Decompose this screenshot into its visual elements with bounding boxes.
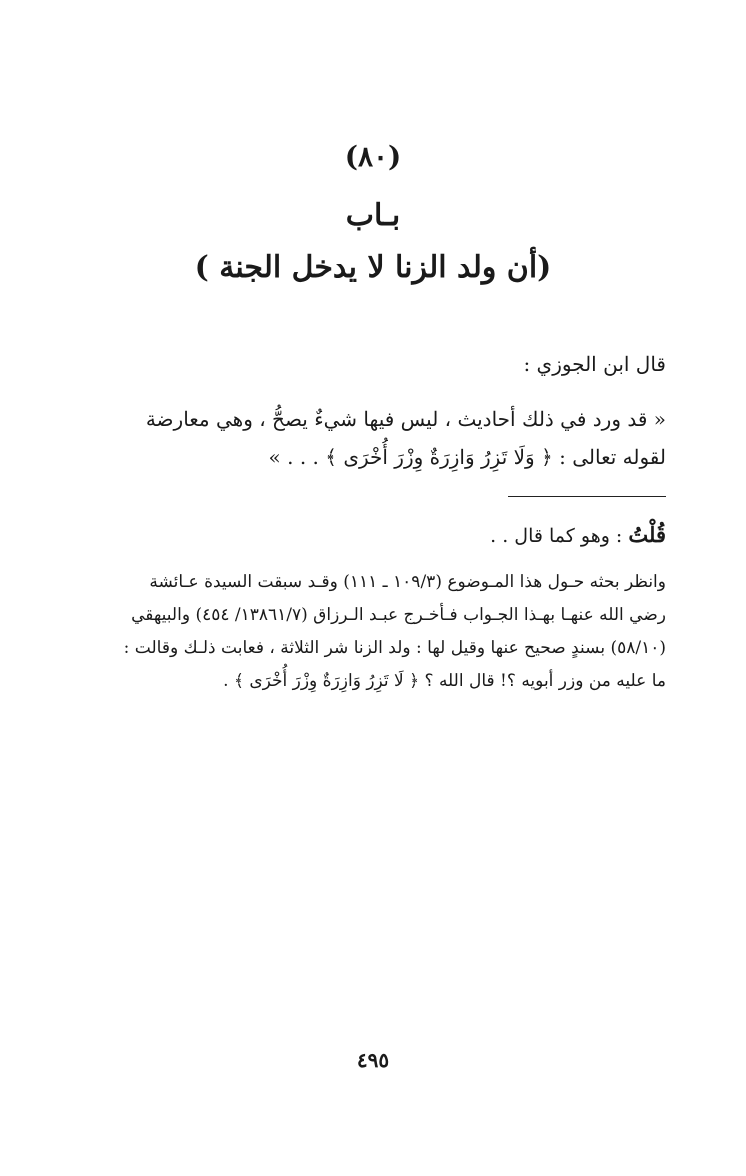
notes-line: وانظر بحثه حـول هذا المـوضوع (١٠٩/٣ ـ ١١١) وقـد سبقت السيدة عـائشة	[149, 572, 666, 592]
commentary-text: : وهو كما قال . .	[490, 525, 623, 547]
notes-paragraph	[76, 566, 666, 698]
chapter-number: (٨٠)	[344, 140, 402, 173]
chapter-title: (أن ولد الزنا لا يدخل الجنة )	[194, 250, 552, 285]
bab-heading: بـاب	[345, 198, 401, 233]
notes-line: (٥٨/١٠) بسندٍ صحيح عنها وقيل لها : ولد الزنا شر الثلاثة ، فعابت ذلـك وقالت :	[123, 638, 666, 658]
quote-body	[76, 400, 666, 476]
qultu-word: قُلْتُ	[628, 522, 666, 547]
notes-line: رضي الله عنهـا بهـذا الجـواب فـأخـرج عبـد الـرزاق (١٣٨٦١/٧/ ٤٥٤) والبيهقي	[131, 605, 666, 625]
quote-intro: قال ابن الجوزي :	[523, 352, 666, 376]
notes-line: ما عليه من وزر أبويه ؟! قال الله ؟ ﴿ لَا تَزِرُ وَازِرَةٌ وِزْرَ أُخْرَى ﴾ .	[223, 671, 666, 691]
quote-line: لقوله تعالى : ﴿ وَلَا تَزِرُ وَازِرَةٌ وِزْرَ أُخْرَى ﴾ . . . »	[268, 445, 666, 469]
page-number: ٤٩٥	[356, 1048, 390, 1072]
footnote-separator	[508, 496, 666, 497]
commentary-line	[76, 522, 666, 547]
quote-line: « قد ورد في ذلك أحاديث ، ليس فيها شيءٌ يصحُّ ، وهي معارضة	[145, 407, 666, 431]
